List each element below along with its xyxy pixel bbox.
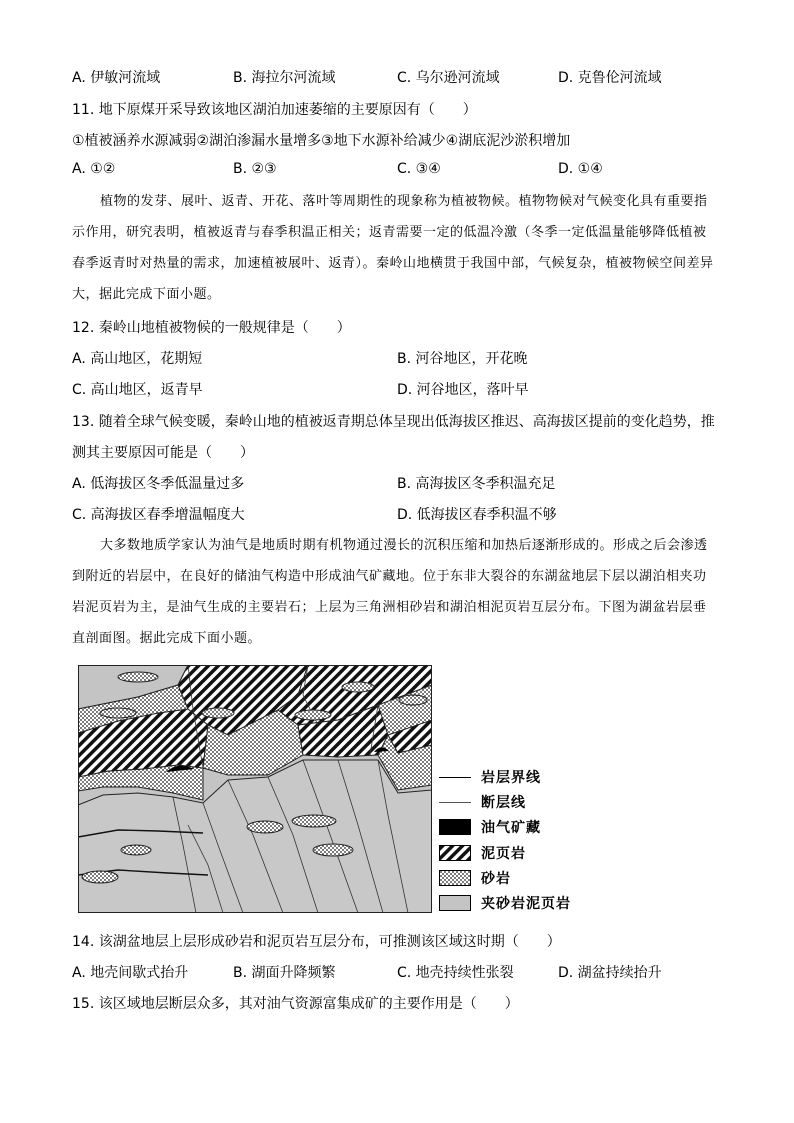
- legend-item-shale: [439, 843, 526, 863]
- gray-fill-icon: [439, 895, 471, 911]
- q14-stem: 14. 该湖盆地层上层形成砂岩和泥页岩互层分布，可推测该区域这时期（ ）: [72, 934, 561, 950]
- legend-label: 断层线: [481, 795, 526, 811]
- q12-stem: 12. 秦岭山地植被物候的一般规律是（ ）: [72, 320, 351, 336]
- q12-option-c: C. 高山地区，返青早: [72, 382, 203, 398]
- q10-option-d: D. 克鲁伦河流域: [558, 70, 662, 86]
- legend-item-oil-gas: [439, 817, 541, 837]
- q10-option-a: A. 伊敏河流域: [72, 70, 161, 86]
- passage-phenology: [72, 186, 717, 310]
- cross-section-layers: [78, 665, 432, 913]
- q14-option-a: A. 地壳间歇式抬升: [72, 965, 189, 981]
- legend-label: 岩层界线: [481, 770, 541, 786]
- q14-option-b: B. 湖面升降频繁: [233, 965, 336, 981]
- passage-oil-gas: [72, 530, 717, 654]
- q11-items: ①植被涵养水源减弱②湖泊渗漏水量增多③地下水源补给减少④湖底泥沙淤积增加: [72, 133, 571, 149]
- diagonal-hatch-icon: [439, 845, 471, 861]
- q12-option-d: D. 河谷地区，落叶早: [397, 382, 529, 398]
- q13-option-c: C. 高海拔区春季增温幅度大: [72, 507, 245, 523]
- legend-label: 油气矿藏: [481, 820, 541, 836]
- legend-label: 夹砂岩泥页岩: [481, 896, 571, 912]
- legend-label: 泥页岩: [481, 846, 526, 862]
- lake-basin-cross-section-figure: [78, 665, 432, 913]
- thick-line-icon: [439, 777, 471, 778]
- q10-option-b: B. 海拉尔河流域: [233, 70, 336, 86]
- q13-option-d: D. 低海拔区春季积温不够: [397, 507, 557, 523]
- q11-stem: 11. 地下原煤开采导致该地区湖泊加速萎缩的主要原因有（ ）: [72, 102, 477, 118]
- thin-line-icon: [439, 802, 471, 803]
- passage-oil-gas-text: 大多数地质学家认为油气是地质时期有机物通过漫长的沉积压缩和加热后逐渐形成的。形成之后会渗透到附近的岩层中，在良好的储油气构造中形成油气矿藏地。位于东非大裂谷的东湖盆地层下层以湖泊相夹功岩泥页岩为主，是油气生成的主要岩石；上层为三角洲相砂岩和湖泊相泥页岩互层分布。下图为湖盆岩层垂直剖面图。据此完成下面小题。: [72, 538, 708, 646]
- dot-stipple-icon: [439, 870, 471, 886]
- q11-option-c: C. ③④: [397, 161, 441, 177]
- q11-option-b: B. ②③: [233, 161, 277, 177]
- q13-stem-line1: 13. 随着全球气候变暖，秦岭山地的植被返青期总体呈现出低海拔区推迟、高海拔区提前的变化趋势，推: [72, 414, 715, 430]
- q11-option-d: D. ①④: [558, 161, 603, 177]
- q14-option-d: D. 湖盆持续抬升: [558, 965, 662, 981]
- q14-option-c: C. 地壳持续性张裂: [397, 965, 514, 981]
- legend-item-fault-line: [439, 792, 526, 812]
- black-fill-icon: [439, 819, 471, 835]
- q12-option-b: B. 河谷地区，开花晚: [397, 351, 528, 367]
- q15-stem: 15. 该区域地层断层众多，其对油气资源富集成矿的主要作用是（ ）: [72, 996, 519, 1012]
- q10-option-c: C. 乌尔逊河流域: [397, 70, 500, 86]
- q11-option-a: A. ①②: [72, 161, 116, 177]
- passage-phenology-text: 植物的发芽、展叶、返青、开花、落叶等周期性的现象称为植被物候。植物物候对气候变化具有重要指示作用，研究表明，植被返青与春季积温正相关；返青需要一定的低温冷激（冬季一定低温量能够降低植被春季返青时对热量的需求，加速植被展叶、返青）。秦岭山地横贯于我国中部，气候复杂，植被物候空间差异大，据此完成下面小题。: [72, 194, 714, 302]
- q13-option-b: B. 高海拔区冬季积温充足: [397, 476, 556, 492]
- legend-label: 砂岩: [481, 871, 511, 887]
- q12-option-a: A. 高山地区，花期短: [72, 351, 203, 367]
- legend-item-sandstone: [439, 868, 511, 888]
- q13-stem-line2: 测其主要原因可能是（ ）: [72, 445, 254, 461]
- q13-option-a: A. 低海拔区冬季低温量过多: [72, 476, 245, 492]
- legend-item-sandy-shale: [439, 893, 571, 913]
- legend-item-rock-boundary: [439, 767, 541, 787]
